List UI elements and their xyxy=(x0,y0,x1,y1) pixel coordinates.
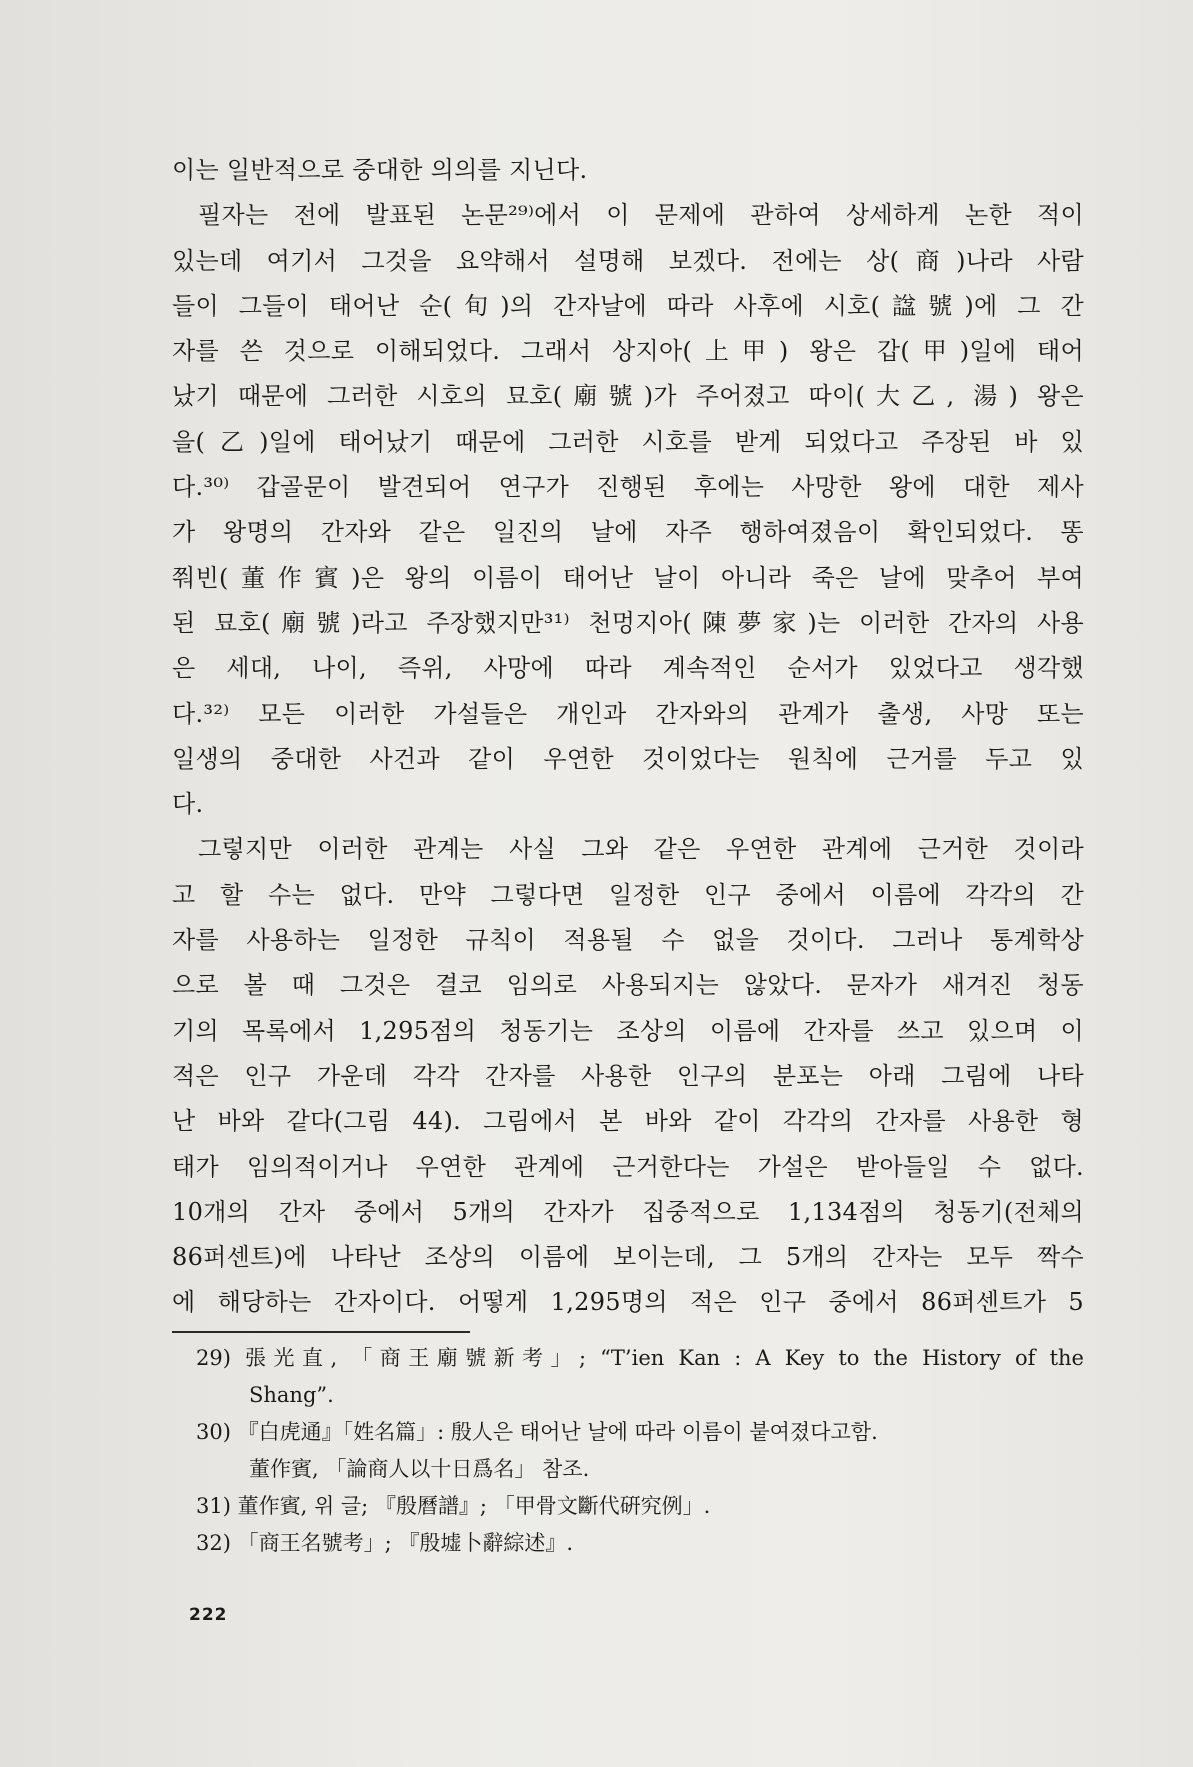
body-line: 다.³⁰⁾ 갑골문이 발견되어 연구가 진행된 후에는 사망한 왕에 대한 제사 xyxy=(172,473,1084,502)
body-line: 났기 때문에 그러한 시호의 묘호(廟號)가 주어졌고 따이(大乙, 湯) 왕은 xyxy=(172,382,1084,411)
body-line: 가 왕명의 간자와 같은 일진의 날에 자주 행하여졌음이 확인되었다. 똥 xyxy=(172,518,1084,547)
body-line: 에 해당하는 간자이다. 어떻게 1,295명의 적은 인구 중에서 86퍼센트가 5 xyxy=(172,1288,1084,1317)
body-line: 기의 목록에서 1,295점의 청동기는 조상의 이름에 간자를 쓰고 있으며 이 xyxy=(172,1016,1084,1045)
body-line: 이는 일반적으로 중대한 의의를 지닌다. xyxy=(172,156,588,184)
body-text xyxy=(172,148,1084,1326)
body-line: 고 할 수는 없다. 만약 그렇다면 일정한 인구 중에서 이름에 각각의 간 xyxy=(172,880,1084,909)
body-line: 을(乙)일에 태어났기 때문에 그러한 시호를 받게 되었다고 주장된 바 있 xyxy=(172,427,1084,456)
footnote-30: 30) 『白虎通』「姓名篇」: 殷人은 태어난 날에 따라 이름이 붙여졌다고함. xyxy=(196,1420,878,1444)
footnote-32: 32) 「商王名號考」; 『殷墟卜辭綜述』. xyxy=(196,1531,574,1555)
footnote-31: 31) 董作賓, 위 글; 『殷曆譜』; 「甲骨文斷代硏究例」. xyxy=(196,1494,711,1518)
body-line: 필자는 전에 발표된 논문²⁹⁾에서 이 문제에 관하여 상세하게 논한 적이 xyxy=(198,201,1084,230)
body-line: 된 묘호(廟號)라고 주장했지만³¹⁾ 천멍지아(陳夢家)는 이러한 간자의 사용 xyxy=(172,608,1084,637)
footnote-29: 29) 張光直, 「商王廟號新考」; “T’ien Kan : A Key to the History of the xyxy=(196,1346,1084,1370)
body-line: 있는데 여기서 그것을 요약해서 설명해 보겠다. 전에는 상(商)나라 사람 xyxy=(172,246,1084,275)
body-line: 으로 볼 때 그것은 결코 임의로 사용되지는 않았다. 문자가 새겨진 청동 xyxy=(172,971,1084,1000)
body-line: 자를 쓴 것으로 이해되었다. 그래서 상지아(上甲) 왕은 갑(甲)일에 태어 xyxy=(172,337,1084,366)
body-line: 쭤빈(董作賓)은 왕의 이름이 태어난 날이 아니라 죽은 날에 맞추어 부여 xyxy=(172,563,1084,592)
body-line: 자를 사용하는 일정한 규칙이 적용될 수 없을 것이다. 그러나 통계학상 xyxy=(172,926,1084,955)
body-line: 그렇지만 이러한 관계는 사실 그와 같은 우연한 관계에 근거한 것이라 xyxy=(198,835,1084,864)
body-line: 다.³²⁾ 모든 이러한 가설들은 개인과 간자와의 관계가 출생, 사망 또는 xyxy=(172,699,1084,728)
body-line: 은 세대, 나이, 즉위, 사망에 따라 계속적인 순서가 있었다고 생각했 xyxy=(172,654,1084,683)
body-line: 일생의 중대한 사건과 같이 우연한 것이었다는 원칙에 근거를 두고 있 xyxy=(172,744,1084,773)
footnote-divider xyxy=(172,1331,470,1333)
footnotes xyxy=(196,1340,1084,1562)
body-line: 적은 인구 가운데 각각 간자를 사용한 인구의 분포는 아래 그림에 나타 xyxy=(172,1061,1084,1090)
body-line: 10개의 간자 중에서 5개의 간자가 집중적으로 1,134점의 청동기(전체의 xyxy=(172,1197,1084,1226)
page-number: 222 xyxy=(189,1605,228,1625)
body-line: 86퍼센트)에 나타난 조상의 이름에 보이는데, 그 5개의 간자는 모두 짝수 xyxy=(172,1243,1084,1272)
body-line: 난 바와 같다(그림 44). 그림에서 본 바와 같이 각각의 간자를 사용한 형 xyxy=(172,1107,1084,1136)
body-line: 다. xyxy=(172,790,204,819)
body-line: 태가 임의적이거나 우연한 관계에 근거한다는 가설은 받아들일 수 없다. xyxy=(172,1152,1084,1181)
footnote-29-continued: Shang”. xyxy=(249,1383,334,1407)
body-line: 들이 그들이 태어난 순(旬)의 간자날에 따라 사후에 시호(諡號)에 그 간 xyxy=(172,291,1084,320)
footnote-30-continued: 董作賓, 「論商人以十日爲名」 참조. xyxy=(249,1457,590,1481)
